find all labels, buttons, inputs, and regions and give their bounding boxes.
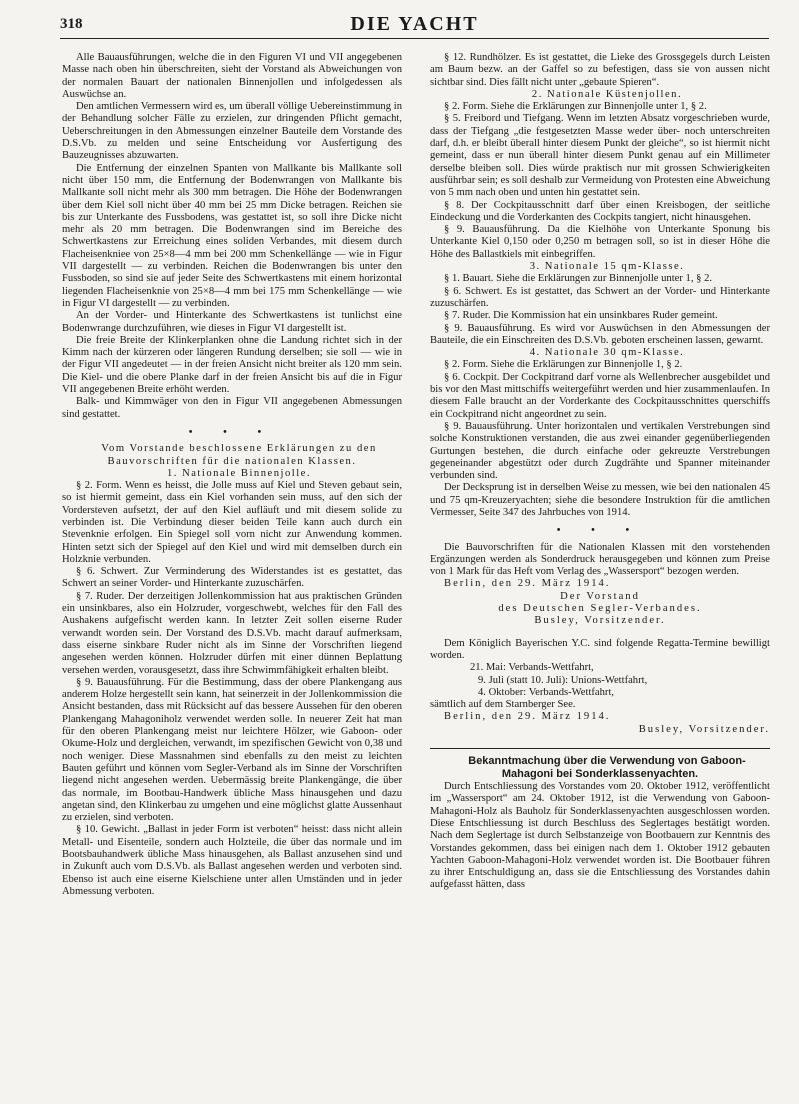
paragraph: § 8. Der Cockpitausschnitt darf über einen Kreisbogen, der seitliche Eindeckung und die Vorderkanten des Cockpits tangiert, nicht hinausgehen. [430,199,770,223]
paragraph: § 6. Schwert. Zur Verminderung des Widerstandes ist es gestattet, das Schwert an seiner Vorder- und Hinterkante zuzuschärfen. [62,566,402,590]
page-header [60,10,769,39]
paragraph: § 2. Form. Wenn es heisst, die Jolle muss auf Kiel und Steven gebaut sein, so ist hiermit gemeint, dass ein Kiel vorhanden sein muss, auf den sich der Vordersteven aufsetzt, der auf den Kiel aufläuft und mit diesem solide zu verbinden ist. Die Verbindung dieser beiden Teile kann auch durch ein Stevenknie erfolgen. Ein Spiegel soll vorn nicht zur Anwendung kommen. Hinten setzt sich der Spiegel auf den Kiel und wird mit demselben durch ein Holzknie verbunden. [62,480,402,565]
paragraph: Balk- und Kimmwäger von den in Figur VII angegebenen Abmessungen sind gestattet. [62,396,402,420]
signature-line: Der Vorstand [560,590,640,602]
list-item: 21. Mai: Verbands-Wettfahrt, [470,662,594,674]
subheading: 4. Nationale 30 qm-Klasse. [529,347,685,359]
paragraph: § 9. Bauausführung. Da die Kielhöhe von Unterkante Sponung bis Unterkante Kiel 0,150 oder 0,250 m betragen soll, so ist in dieser Höhe die Höhe des Ballastkiels mit einbegriffen. [430,224,770,260]
page-number: 318 [60,16,83,32]
paragraph: § 9. Bauausführung. Für die Bestimmung, dass der obere Plankengang aus anderem Holze hergestellt sein kann, hat seinerzeit in der Jollenkommission die Ansicht bestanden, dass mit Rücksicht auf das bessere Aussehen für den oberen Plankengang Mahagoniholz verwendet werden solle. In neuerer Zeit hat man für den oberen Plankengang meist nur leichtere Hölzer, wie Gaboon- oder Okume-Holz und dergleichen, verwandt, im spezifischen Gewicht von 0,38 und noch weniger. Diese Massnahmen sind ebenfalls zu den meist zu leichten Bauten geführt und können vom Segler-Verband als im Sinne der Vorschriften liegend nicht angesehen werden. Uebermässig breite Plankengänge, die über das normale, im Bootbau-Handwerk übliche Mass hinausgehen und dazu angetan sind, den Klinkerbau zu umgehen und eine möglichst glatte Aussenhaut zu erzielen, sind verboten. [62,676,402,824]
paragraph: § 2. Form. Siehe die Erklärungen zur Binnenjolle unter 1, § 2. [444,101,707,113]
signature-name: Busley, Vorsitzender. [638,723,770,735]
paragraph: § 6. Schwert. Es ist gestattet, das Schwert an der Vorder- und Hinterkante zuzuschärfen. [430,285,770,309]
section-divider: • • • [188,426,276,438]
list-item: 9. Juli (statt 10. Juli): Unions-Wettfahrt, [478,674,648,686]
paragraph: Der Decksprung ist in derselben Weise zu messen, wie bei den nationalen 45 und 75 qm-Kreuzeryachten; siehe die besondere Instruktion für die amtlichen Vermesser, Seite 347 des Jahrbuches von 1914. [430,482,770,518]
subheading: 3. Nationale 15 qm-Klasse. [529,261,685,273]
dateline: Berlin, den 29. März 1914. [444,711,611,723]
subheading: 1. Nationale Binnenjolle. [166,467,311,479]
signature-name: Busley, Vorsitzender. [534,615,666,627]
paragraph: § 9. Bauausführung. Es wird vor Auswüchsen in den Abmessungen der Bauteile, die ein Einschreiten des D.S.Vb. geboten erscheinen lassen, gewarnt. [430,322,770,346]
paragraph: § 5. Freibord und Tiefgang. Wenn im letzten Absatz vorgeschrieben wurde, dass der Tiefgang „die festgesetzten Masse weder über- noch unterschreiten darf, d.h. er bleibt überall hinter diesem Punkt der gleiche“, so ist hiermit nicht gemeint, dass er nun überall hinter diesem Punkt genau auf ein Millimeter derselbe bleiben soll. Dies würde praktisch nur mit grossen Schwierigkeiten ausführbar sein; es soll deshalb zur Vermeidung von Protesten eine Abweichung von 5 mm nach oben und unten hin gestattet sein. [430,113,770,199]
right-column [430,52,770,1096]
paragraph: § 9. Bauausführung. Unter horizontalen und vertikalen Verstrebungen sind solche Konstruktionen verstanden, die aus zwei einander gegenüberliegenden Gurtungen bestehen, die durch einfache oder gekreuzte Verstrebungen gegeneinander abgestützt oder durch Zugdrähte und Spanner miteinander verbunden sind. [430,420,770,482]
paragraph: § 12. Rundhölzer. Es ist gestattet, die Lieke des Grossgegels durch Leisten am Baum bezw. an der Gaffel so zu befestigen, dass sie von aussen nicht sichtbar sind. Dies fällt nicht unter „gebaute Spieren“. [430,52,770,88]
paragraph: Die freie Breite der Klinkerplanken ohne die Landung richtet sich in der Kimm nach der kürzeren oder längeren Rundung derselben; sie soll — wie in der Figur VII angedeutet — in der freien Ansicht nicht breiter als 120 mm sein. Die Kiel- und die obere Planke darf in der freien Ansicht bis auf die in Figur VII angegebenen Breite erhöht werden. [62,334,402,396]
paragraph: § 7. Ruder. Der derzeitigen Jollenkommission hat aus praktischen Gründen ein unsinkbares, also ein Holzruder, vorgeschwebt, welches für den Fall des Aushakens aufgefischt werden kann. In letzter Zeit sollen eiserne Ruder verwandt worden sein. Der Vorstand des D.S.Vb. macht darauf aufmerksam, dass eiserne sinkbare Ruder nicht als im Sinne der Vorschriften liegend angesehen werden können. Holzruder dürfen mit einer dünnen Beplattung versehen werden, vorausgesetzt, dass ihre Schwimmfähigkeit erhalten bleibt. [62,590,402,676]
announcement-title: Bekanntmachung über die Verwendung von Gaboon-Mahagoni bei Sonderklassenyachten. [468,755,746,781]
paragraph: Den amtlichen Vermessern wird es, um überall völlige Uebereinstimmung in der Behandlung solcher Fälle zu erzielen, zur dringenden Pflicht gemacht, Ueberschreitungen in den Abmessungen einzelner Bauteile dem Vorstande des D.S.Vb. zu melden und seine Entscheidung vor Ausfertigung des Bauzeugnisses abzuwarten. [62,101,402,162]
list-item: 4. Oktober: Verbands-Wettfahrt, [478,686,615,698]
paragraph: § 6. Cockpit. Der Cockpitrand darf vorne als Wellenbrecher ausgebildet und bis vor den Mast mittschiffs weitergeführt werden und hier zusammenlaufen. In diesem Falle braucht an der Vorderkante des Cockpitausschnittes querschiffs ein Cockpitrand nicht angeordnet zu sein. [430,371,770,420]
subheading: 2. Nationale Küstenjollen. [531,88,683,100]
paragraph: Die Bauvorschriften für die Nationalen Klassen mit den vorstehenden Ergänzungen werden als Sonderdruck herausgegeben und können zum Preise von 1 Mark für das Heft vom Verlag des „Wassersport“ bezogen werden. [430,541,770,578]
section-heading: Vom Vorstande beschlossene Erklärungen zu den Bauvorschriften für die nationalen Klassen. [101,443,377,467]
divider-rule [430,748,770,749]
dateline: Berlin, den 29. März 1914. [444,578,611,590]
paragraph: An der Vorder- und Hinterkante des Schwertkastens ist tunlichst eine Bodenwrange durchzuführen, wie dieses in Figur VI dargestellt ist. [62,310,402,334]
section-divider: • • • [556,525,644,537]
paragraph: Alle Bauausführungen, welche die in den Figuren VI und VII angegebenen Masse nach oben hin überschreiten, sieht der Vorstand als Abweichungen von der normalen Bauart der nationalen Binnenjollen und infolgedessen als Auswüchse an. [62,52,402,100]
paragraph: Durch Entschliessung des Vorstandes vom 20. Oktober 1912, veröffentlicht im „Wassersport“ am 24. Oktober 1912, ist die Verwendung von Gaboon-Mahagoni-Holz als Bauholz für Sonderklassenyachten ausgeschlossen worden. Diese Entschliessung ist durch Beschluss des Seglertages bestätigt worden. Nach dem Seglertage ist durch Selbstanzeige von Bootbauern zur Kenntnis des Vorstandes gekommen, dass bei einigen nach dem 1. Oktober 1912 gebauten Yachten Gaboon-Mahagoni-Holz verwendet worden ist. Die Bootbauer führen zu ihrer Entschuldigung an, dass sie die Entschliessung des Vorstandes dahin aufgefasst hätten, dass [430,781,770,891]
paragraph: Die Entfernung der einzelnen Spanten von Mallkante bis Mallkante soll nicht über 150 mm, die Entfernung der Bodenwrangen von Mallkante bis Mallkante soll nicht mehr als 300 mm betragen. Die Höhe der Bodenwrangen über dem Kiel soll nicht über 40 mm bei 25 mm Dicke betragen. Reichen sie bis zur Unterkante des Fussbodens, was gestattet ist, so soll ihre Dicke nicht mehr als 20 mm betragen. Die Bodenwrangen sind im Bereiche des Schwertkastens zur Erreichung eines soliden Verbandes, mit diesem durch Flacheisenkniee von 25×8—4 mm bei 200 mm Schenkellänge — wie in Figur VII dargestellt — zu verbinden. Reichen die Bodenwrangen bis unter den Fussboden, so sind sie auf jeder Seite des Schwertkastens mit einem horizontal liegenden Flacheisenknie von 25×8—4 mm bei 175 mm Schenkellänge — wie in Figur VI dargestellt — zu verbinden. [62,162,402,309]
paragraph: § 7. Ruder. Die Kommission hat ein unsinkbares Ruder gemeint. [444,310,718,322]
running-title: DIE YACHT [350,13,479,35]
list-item: sämtlich auf dem Starnberger See. [430,699,576,711]
paragraph: § 2. Form. Siehe die Erklärungen zur Binnenjolle 1, § 2. [444,359,683,371]
left-column [62,52,402,1096]
paragraph: § 1. Bauart. Siehe die Erklärungen zur Binnenjolle unter 1, § 2. [444,273,713,285]
paragraph: Dem Königlich Bayerischen Y.C. sind folgende Regatta-Termine bewilligt worden. [430,637,770,661]
paragraph: § 10. Gewicht. „Ballast in jeder Form ist verboten“ heisst: dass nicht allein Metall- und Eisenteile, sondern auch Holzteile, die über das normale und im Bootsbauhandwerk übliche Mass hinausgehen, als Ballast anzusehen sind und in Zukunft auch vom D.S.Vb. als Ballast angesehen werden und verboten sind. Ebenso ist auch eine eiserne Kielschiene unter allen Umständen und in jeder Abmessung verboten. [62,824,402,897]
signature-line: des Deutschen Segler-Verbandes. [498,603,702,615]
